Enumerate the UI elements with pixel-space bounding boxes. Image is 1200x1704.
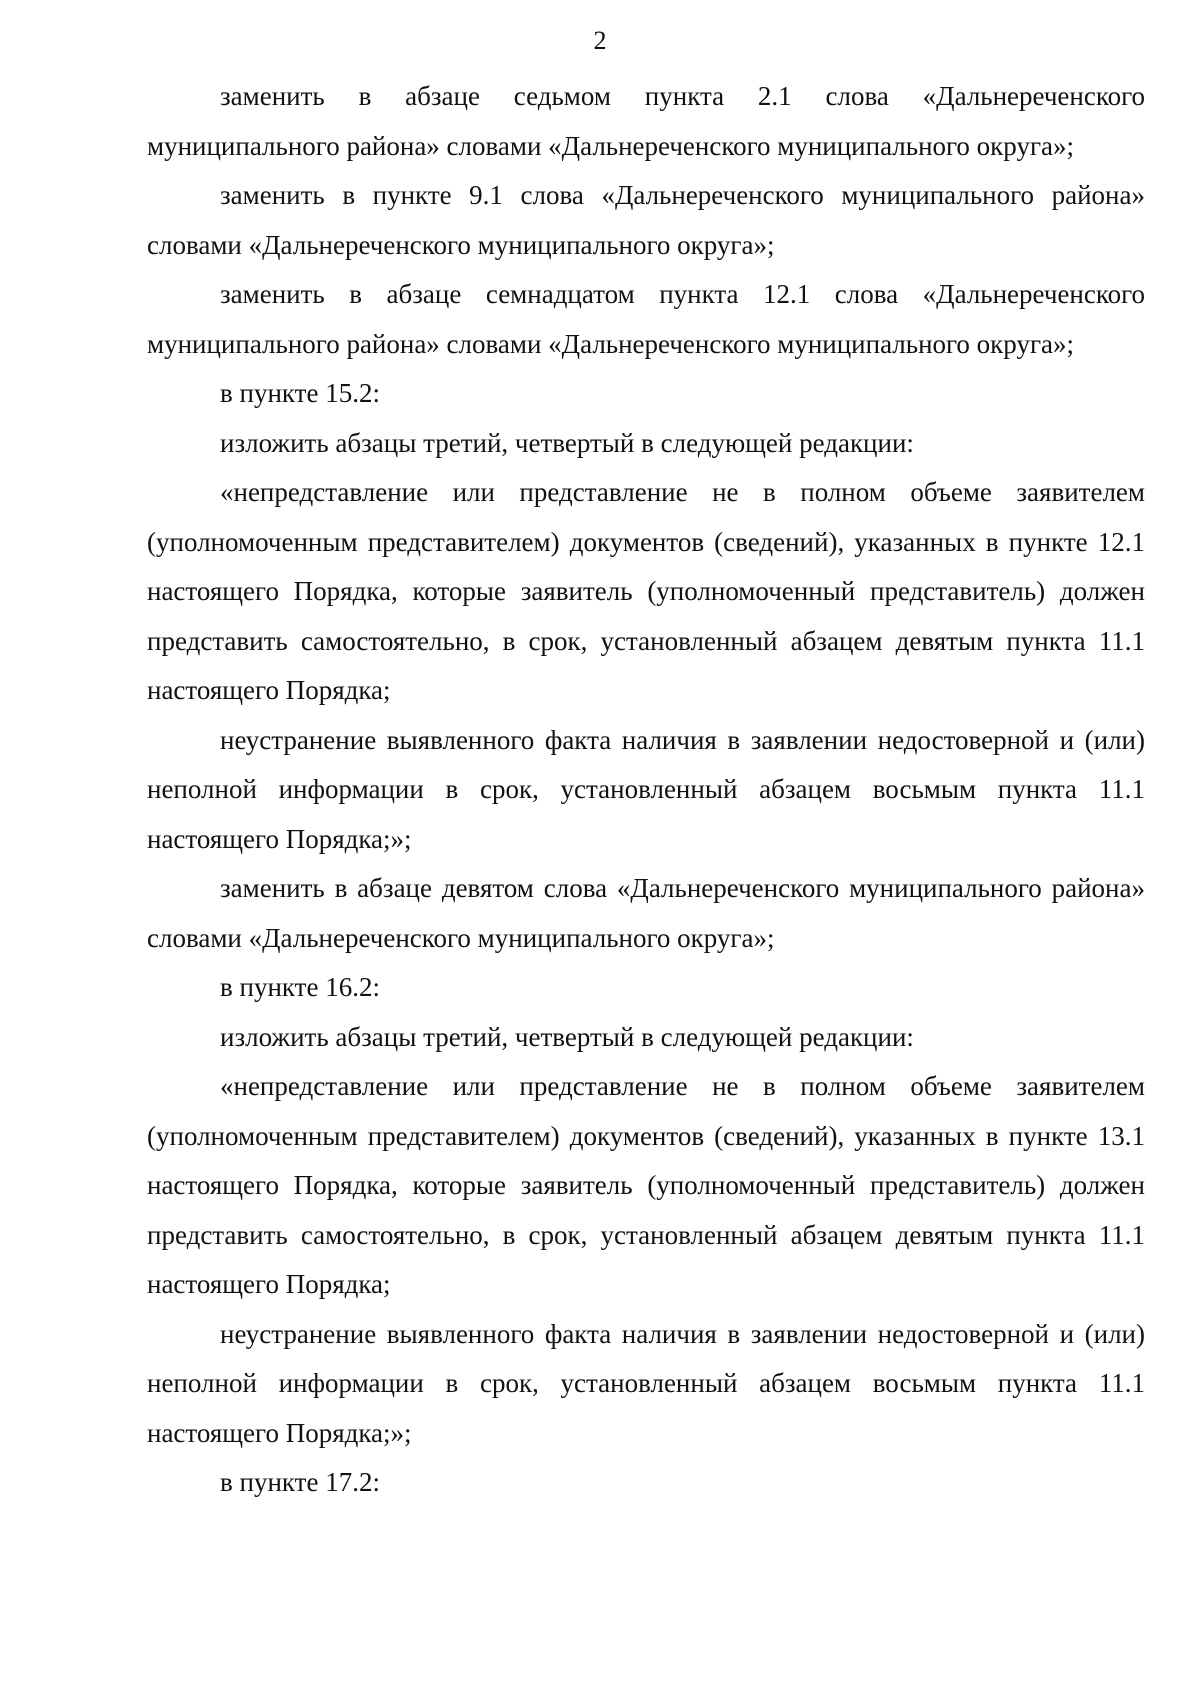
paragraph: неустранение выявленного факта наличия в заявлении недостоверной и (или) неполной информации в срок, установленный абзацем восьмым пункта 11.1 настоящего Порядка;»; [147,1318,1145,1448]
paragraph: в пункте 17.2: [220,1467,380,1497]
paragraph: в пункте 15.2: [220,378,380,408]
paragraph: неустранение выявленного факта наличия в заявлении недостоверной и (или) неполной информации в срок, установленный абзацем восьмым пункта 11.1 настоящего Порядка;»; [147,724,1145,854]
paragraph: изложить абзацы третий, четвертый в следующей редакции: [220,427,914,458]
page-number: 2 [593,26,607,55]
paragraph: заменить в пункте 9.1 слова «Дальнереченского муниципального района» словами «Дальнереченского муниципального округа»; [147,180,1145,260]
paragraph: «непредставление или представление не в полном объеме заявителем (уполномоченным представителем) документов (сведений), указанных в пункте 12.1 настоящего Порядка, которые заявитель (уполномоченный представитель) должен представить самостоятельно, в срок, установленный абзацем девятым пункта 11.1 настоящего Порядка; [147,477,1145,705]
paragraph: изложить абзацы третий, четвертый в следующей редакции: [220,1021,914,1052]
paragraph: заменить в абзаце девятом слова «Дальнереченского муниципального района» словами «Дальнереченского муниципального округа»; [147,873,1145,953]
paragraph: «непредставление или представление не в полном объеме заявителем (уполномоченным представителем) документов (сведений), указанных в пункте 13.1 настоящего Порядка, которые заявитель (уполномоченный представитель) должен представить самостоятельно, в срок, установленный абзацем девятым пункта 11.1 настоящего Порядка; [147,1071,1145,1299]
paragraph: в пункте 16.2: [220,972,380,1002]
paragraph: заменить в абзаце семнадцатом пункта 12.1 слова «Дальнереченского муниципального района» словами «Дальнереченского муниципального округа»; [147,279,1145,359]
document-body [147,72,1145,1508]
paragraph: заменить в абзаце седьмом пункта 2.1 слова «Дальнереченского муниципального района» словами «Дальнереченского муниципального округа»; [147,81,1145,161]
